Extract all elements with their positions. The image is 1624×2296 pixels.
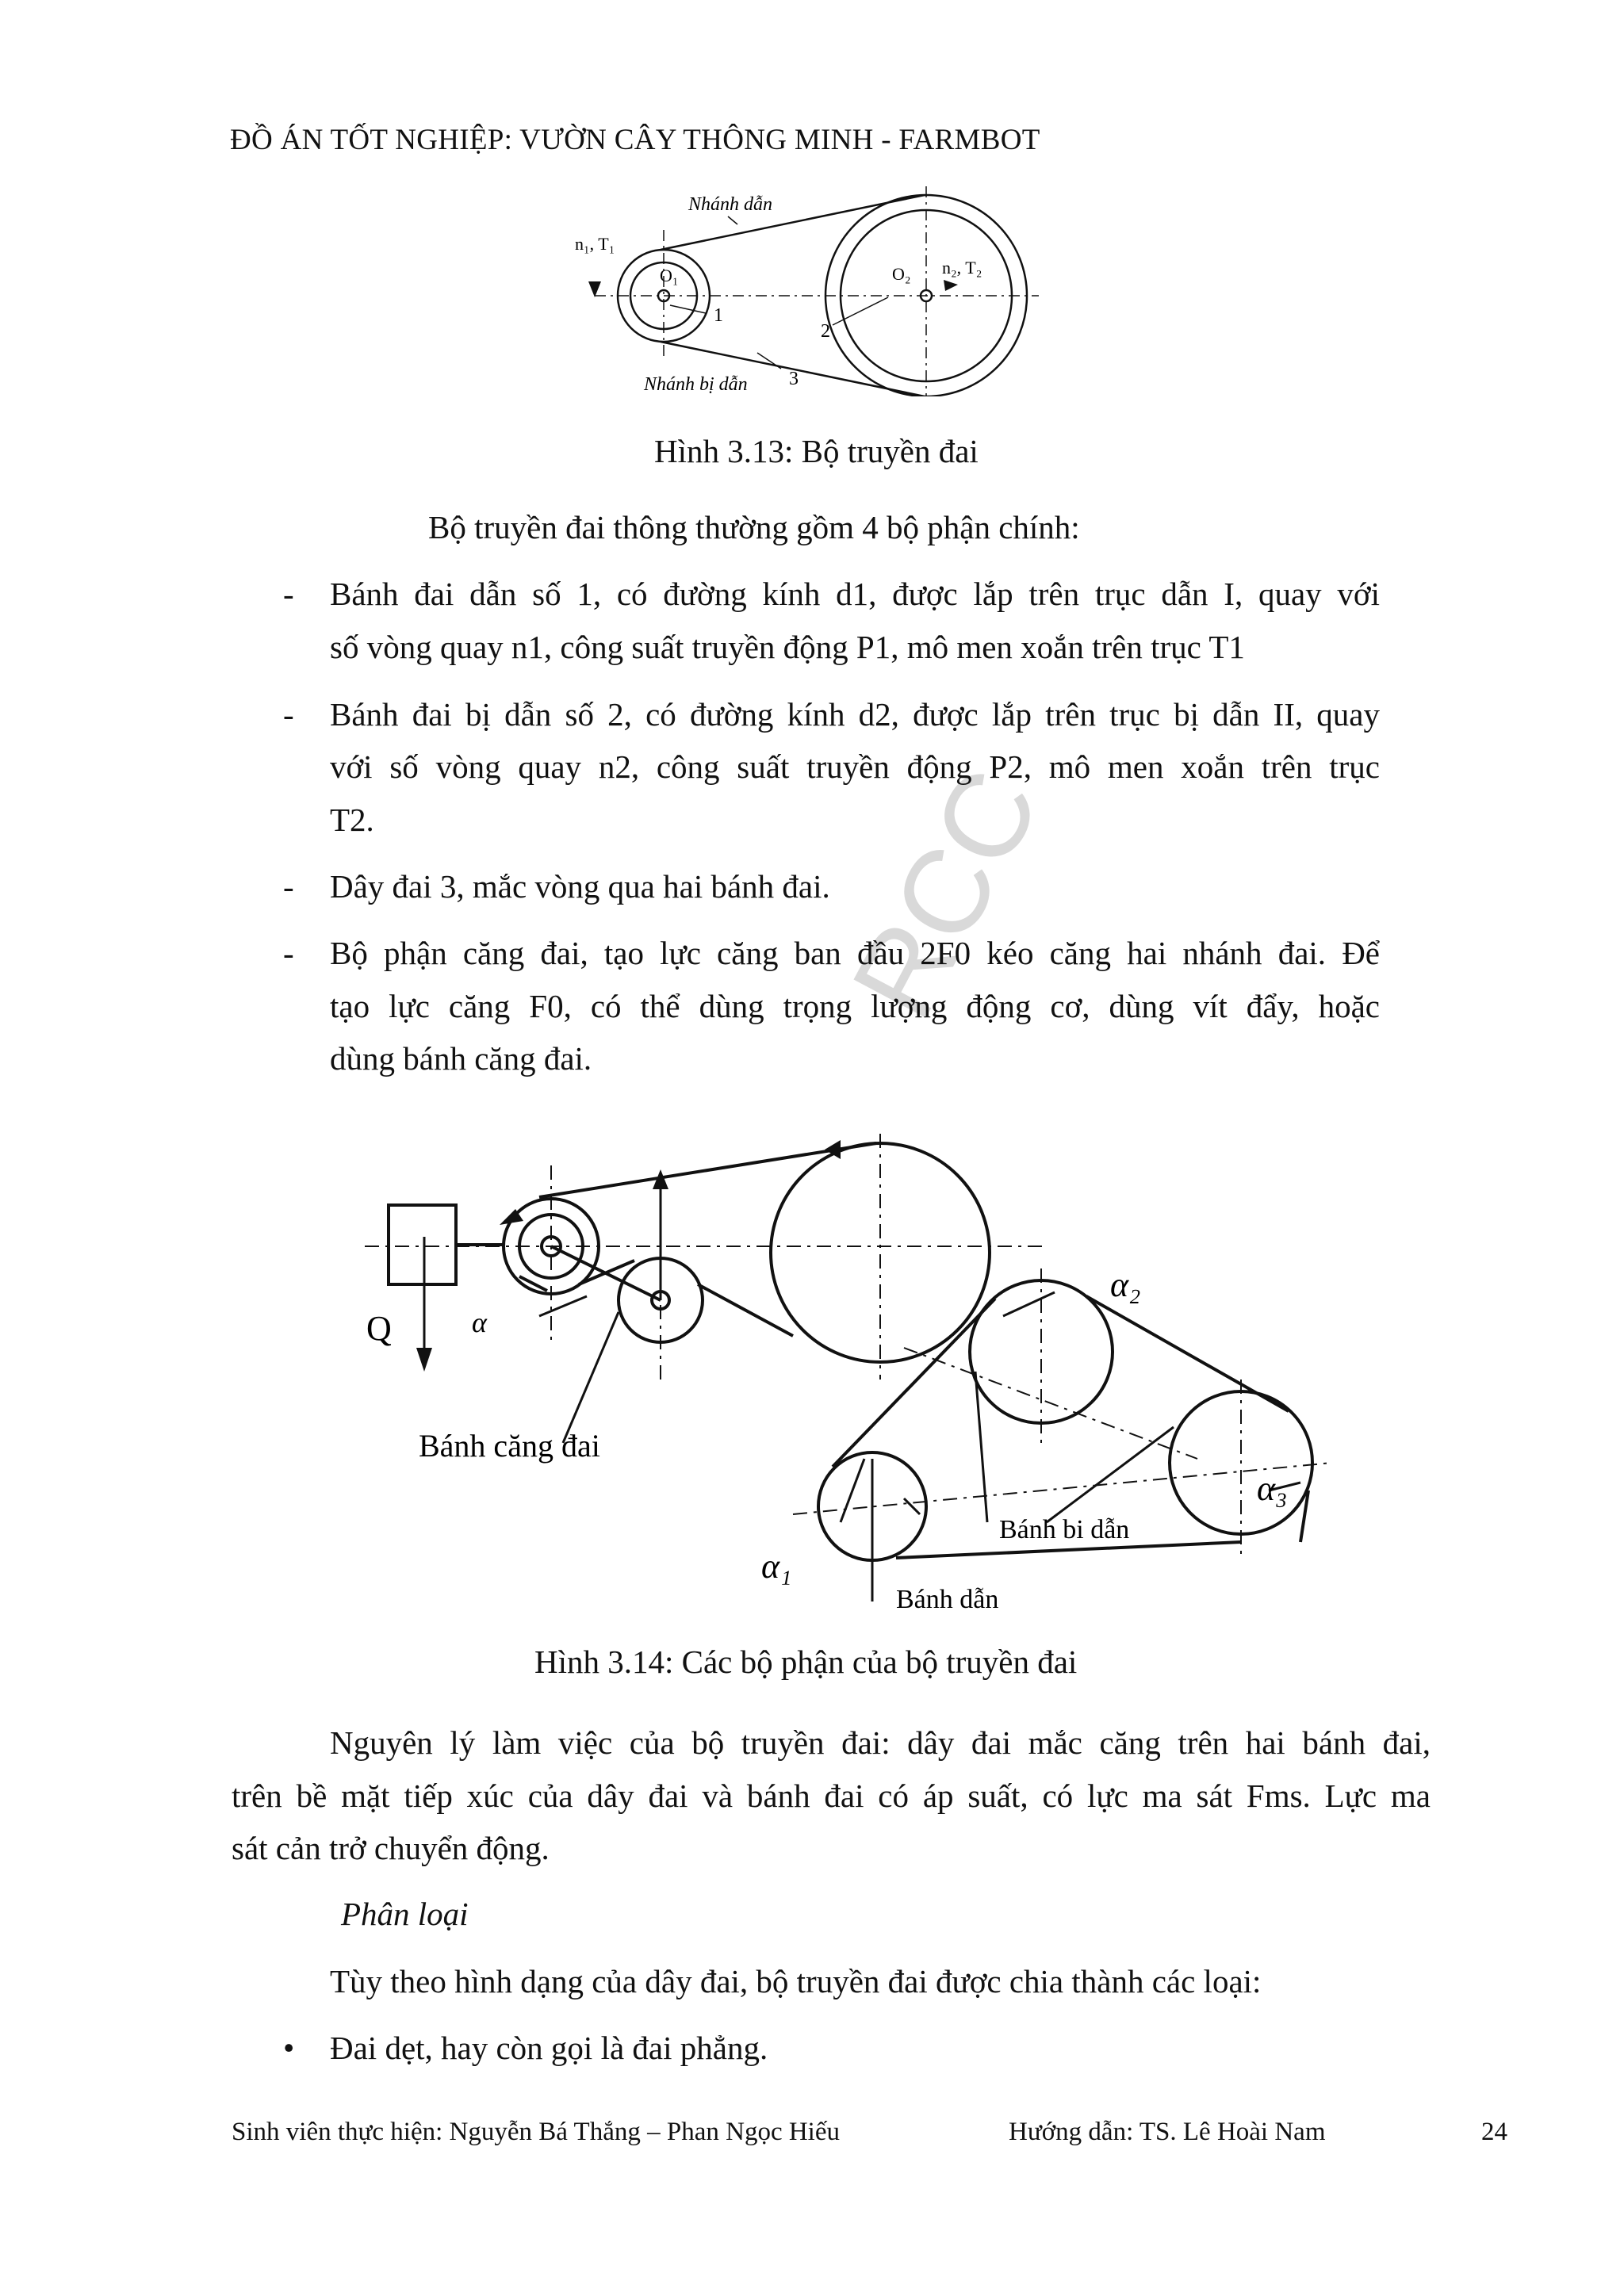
- bullet-dash: -: [283, 576, 294, 612]
- watermark: RCC: [825, 748, 1065, 1039]
- label-o1: O₁: [660, 266, 679, 285]
- classification-bullet: Đai dẹt, hay còn gọi là đai phẳng.: [330, 2030, 768, 2066]
- label-banh-cang-dai: Bánh căng đai: [419, 1428, 600, 1464]
- label-1: 1: [714, 305, 723, 326]
- bullet-2-line3: T2.: [330, 802, 374, 838]
- label-n1t1: n₁, T₁: [575, 234, 615, 254]
- bullet-dot: •: [283, 2030, 295, 2066]
- footer-students: Sinh viên thực hiện: Nguyễn Bá Thắng – Phan Ngọc Hiếu: [232, 2118, 840, 2146]
- bullet-4-line3: dùng bánh căng đai.: [330, 1040, 592, 1077]
- figure-belt-drive-diagram: [571, 186, 1047, 396]
- force-arrow-icon: [416, 1348, 432, 1372]
- figure1-caption: Hình 3.13: Bộ truyền đai: [654, 433, 979, 469]
- principle-line2: trên bề mặt tiếp xúc của dây đai và bánh đai có áp suất, có lực ma sát Fms. Lực ma: [232, 1777, 1431, 1814]
- principle-line1: Nguyên lý làm việc của bộ truyền đai: dây đai mắc căng trên hai bánh đai,: [330, 1724, 1431, 1761]
- label-banh-dan: Bánh dẫn: [896, 1585, 999, 1614]
- label-alpha: α: [472, 1307, 487, 1338]
- bullet-2-line1: Bánh đai bị dẫn số 2, có đường kính d2, được lắp trên trục bị dẫn II, quay: [330, 696, 1380, 733]
- figure2-caption: Hình 3.14: Các bộ phận của bộ truyền đai: [534, 1644, 1078, 1680]
- label-nhanh-dan: Nhánh dẫn: [688, 194, 773, 215]
- label-2: 2: [821, 321, 830, 342]
- bullet-dash: -: [283, 935, 294, 971]
- bullet-dash: -: [283, 868, 294, 905]
- footer-advisor: Hướng dẫn: TS. Lê Hoài Nam: [1009, 2118, 1326, 2146]
- bullet-dash: -: [283, 696, 294, 733]
- label-o2: O₂: [892, 264, 911, 284]
- label-alpha2: α₂: [1110, 1265, 1141, 1304]
- bullet-4-line1: Bộ phận căng đai, tạo lực căng ban đầu 2F0 kéo căng hai nhánh đai. Để: [330, 935, 1380, 971]
- section-heading: Phân loại: [341, 1896, 469, 1932]
- rotation-arrow-icon: [944, 280, 958, 291]
- page-header: ĐỒ ÁN TỐT NGHIỆP: VƯỜN CÂY THÔNG MINH - FARMBOT: [230, 124, 1040, 156]
- label-banh-bi-dan: Bánh bi dẫn: [999, 1515, 1130, 1544]
- classification-intro: Tùy theo hình dạng của dây đai, bộ truyền đai được chia thành các loại:: [330, 1963, 1262, 1999]
- label-n2t2: n₂, T₂: [942, 258, 982, 277]
- label-alpha1: α₁: [761, 1547, 792, 1586]
- bullet-3-line1: Dây đai 3, mắc vòng qua hai bánh đai.: [330, 868, 830, 905]
- intro-text: Bộ truyền đai thông thường gồm 4 bộ phận chính:: [428, 509, 1080, 545]
- label-3: 3: [789, 369, 799, 389]
- label-alpha3: α₃: [1257, 1469, 1288, 1508]
- principle-line3: sát cản trở chuyển động.: [232, 1830, 550, 1866]
- bullet-1-line2: số vòng quay n1, công suất truyền động P1, mô men xoắn trên trục T1: [330, 629, 1245, 665]
- rotation-arrow-icon: [588, 281, 601, 297]
- bullet-2-line2: với số vòng quay n2, công suất truyền động P2, mô men xoắn trên trục: [330, 748, 1380, 785]
- label-nhanh-bi-dan: Nhánh bị dẫn: [644, 374, 748, 395]
- label-q: Q: [366, 1309, 392, 1348]
- bullet-1-line1: Bánh đai dẫn số 1, có đường kính d1, được lắp trên trục dẫn I, quay với: [330, 576, 1380, 612]
- figure-belt-components-diagram: [349, 1110, 1380, 1617]
- page-number: 24: [1481, 2118, 1507, 2146]
- bullet-4-line2: tạo lực căng F0, có thể dùng trọng lượng động cơ, dùng vít đẩy, hoặc: [330, 988, 1380, 1024]
